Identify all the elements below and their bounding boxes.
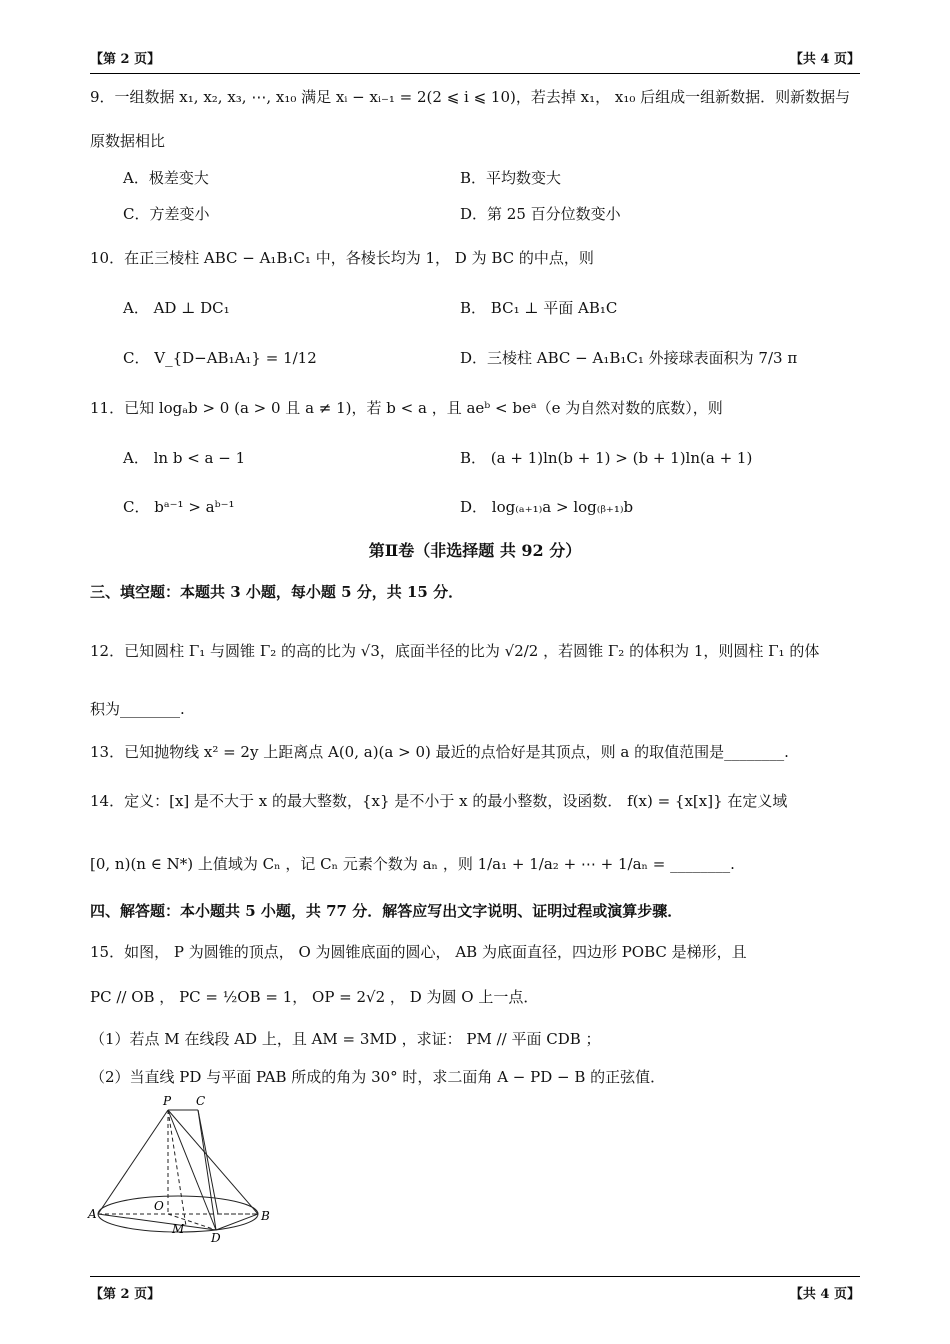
cone-figure	[88, 1092, 270, 1245]
edge-CD	[198, 1110, 216, 1230]
footer-total-pages: 【共 4 页】	[789, 1287, 860, 1302]
q14-stem-line2: [0, n)(n ∈ N*) 上值域为 Cₙ ，记 Cₙ 元素个数为 aₙ ，则 1/a₁ + 1/a₂ + ⋯ + 1/aₙ = ________.	[90, 855, 735, 873]
q13-stem: 13．已知抛物线 x² = 2y 上距离点 A(0, a)(a > 0) 最近的点恰好是其顶点，则 a 的取值范围是________.	[90, 743, 789, 761]
q11-option-a: A． ln b < a − 1	[123, 449, 246, 467]
q15-stem-line2: PC // OB ， PC = ½OB = 1， OP = 2√2 ， D 为圆 O 上一点．	[90, 988, 539, 1006]
page-header	[90, 48, 860, 74]
q10-option-c: C． V_{D−AB₁A₁} = 1/12	[123, 349, 317, 367]
q11-option-c: C． bᵃ⁻¹ > aᵇ⁻¹	[123, 498, 235, 516]
footer-page-number: 【第 2 页】	[90, 1287, 161, 1302]
q12-stem-line1: 12．已知圆柱 Γ₁ 与圆锥 Γ₂ 的高的比为 √3，底面半径的比为 √2/2 ，若圆锥 Γ₂ 的体积为 1，则圆柱 Γ₁ 的体	[90, 642, 820, 660]
q9-stem-line1: 9．一组数据 x₁, x₂, x₃, ⋯, x₁₀ 满足 xᵢ − xᵢ₋₁ = 2(2 ⩽ i ⩽ 10)，若去掉 x₁， x₁₀ 后组成一组新数据．则新数据与	[90, 88, 851, 106]
header-total-pages: 【共 4 页】	[789, 52, 860, 67]
section4-heading: 四、解答题：本小题共 5 小题，共 77 分．解答应写出文字说明、证明过程或演算步骤．	[90, 902, 683, 920]
edge-PD	[168, 1110, 216, 1230]
q9-option-c: C．方差变小	[123, 205, 210, 223]
header-page-number: 【第 2 页】	[90, 52, 161, 67]
label-B: B	[261, 1209, 270, 1223]
edge-DB	[216, 1214, 258, 1230]
q15-part2: （2）当直线 PD 与平面 PAB 所成的角为 30° 时，求二面角 A − PD − B 的正弦值．	[90, 1068, 666, 1086]
q9-option-a: A．极差变大	[123, 169, 209, 187]
q11-stem: 11．已知 logₐb > 0 (a > 0 且 a ≠ 1)，若 b < a ，且 aeᵇ < beᵃ（e 为自然对数的底数），则	[90, 399, 723, 417]
q11-option-b: B． (a + 1)ln(b + 1) > (b + 1)ln(a + 1)	[460, 449, 753, 467]
q15-stem-line1: 15．如图， P 为圆锥的顶点， O 为圆锥底面的圆心， AB 为底面直径，四边形 POBC 是梯形，且	[90, 943, 747, 961]
edge-AD	[98, 1214, 216, 1230]
q10-option-b: B． BC₁ ⊥ 平面 AB₁C	[460, 299, 618, 317]
q10-option-d: D．三棱柱 ABC − A₁B₁C₁ 外接球表面积为 7/3 π	[460, 349, 798, 367]
page-footer	[90, 1276, 860, 1302]
q11-option-d: D． log₍ₐ₊₁₎a > log₍ᵦ₊₁₎b	[460, 498, 634, 516]
q9-stem-line2: 原数据相比	[90, 132, 166, 150]
section3-heading: 三、填空题：本题共 3 小题，每小题 5 分，共 15 分．	[90, 583, 464, 601]
label-O: O	[154, 1199, 164, 1213]
q14-stem-line1: 14．定义：[x] 是不大于 x 的最大整数，{x} 是不小于 x 的最小整数，设函数． f(x) = {x[x]} 在定义域	[90, 792, 788, 810]
label-D: D	[211, 1231, 221, 1245]
q10-stem: 10．在正三棱柱 ABC − A₁B₁C₁ 中，各棱长均为 1， D 为 BC 的中点，则	[90, 249, 594, 267]
part2-title: 第Ⅱ卷（非选择题 共 92 分）	[368, 541, 582, 560]
q9-option-b: B．平均数变大	[460, 169, 562, 187]
label-A: A	[88, 1207, 97, 1221]
q9-option-d: D．第 25 百分位数变小	[460, 205, 621, 223]
q10-option-a: A． AD ⊥ DC₁	[123, 299, 230, 317]
q15-part1: （1）若点 M 在线段 AD 上，且 AM = 3MD ，求证： PM // 平面 CDB ；	[90, 1030, 601, 1048]
edge-PB	[168, 1110, 258, 1214]
label-M: M	[172, 1222, 185, 1236]
label-P: P	[163, 1094, 172, 1108]
edge-CB	[198, 1110, 218, 1214]
label-C: C	[196, 1094, 206, 1108]
q12-stem-line2: 积为________.	[90, 700, 185, 718]
